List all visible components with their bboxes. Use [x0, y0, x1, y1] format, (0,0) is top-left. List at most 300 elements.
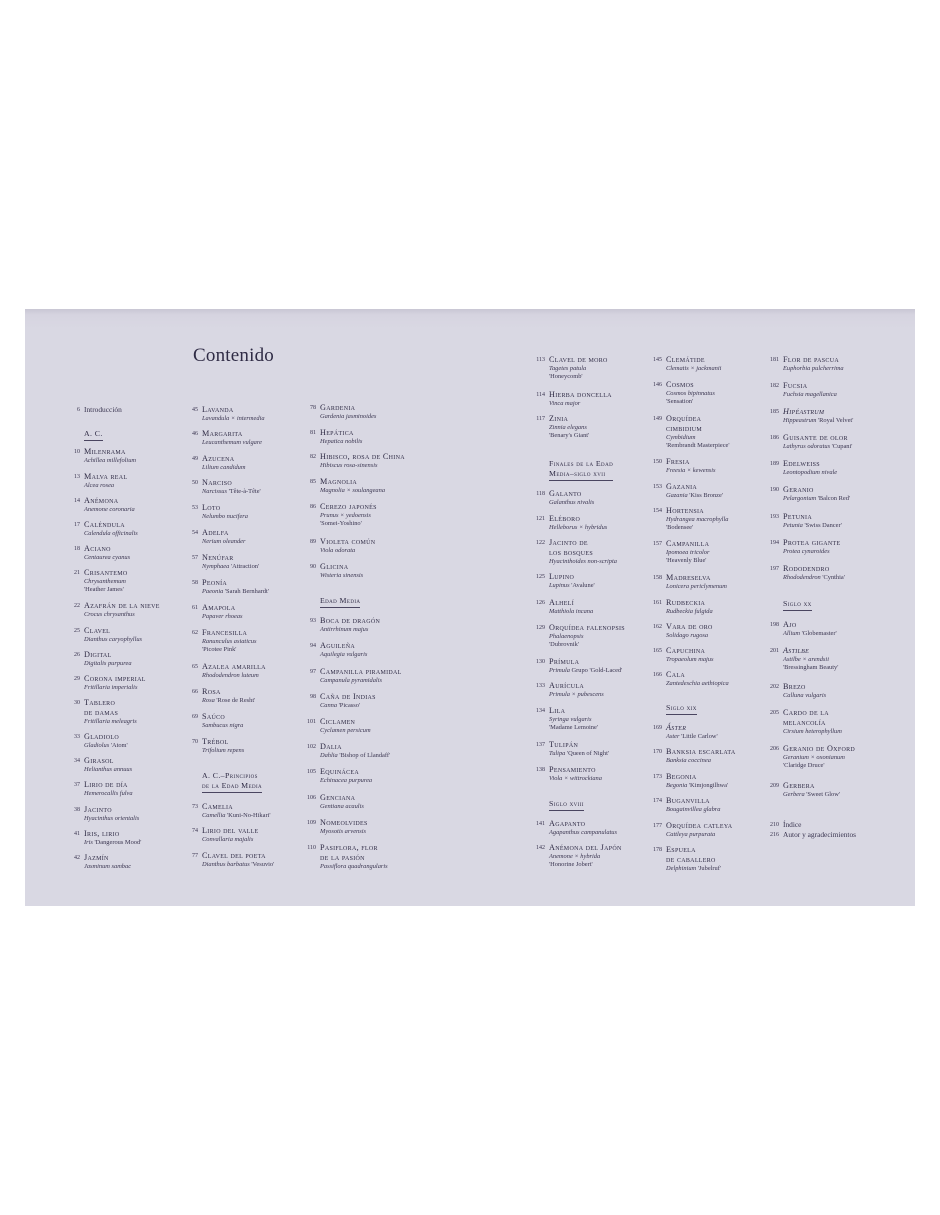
entry-title: Hibisco, rosa de China — [320, 452, 405, 461]
entry-subtitle: 'Sensation' — [666, 398, 694, 406]
entry-title: Índice — [783, 820, 802, 829]
entry-subtitle: Calluna vulgaris — [783, 692, 827, 699]
entry-subtitle: Syringa vulgaris — [549, 716, 592, 723]
entry-title: Orquídea cimbidium — [666, 414, 703, 433]
page-number: 74 — [192, 828, 198, 834]
entry-title: Digital — [84, 650, 112, 659]
entry-title: Astilbe — [783, 646, 810, 655]
entry-subtitle: Ipomoea tricolor — [666, 549, 710, 556]
entry-title: Lila — [549, 706, 566, 715]
entry-subtitle: Pelargonium 'Balcon Red' — [783, 495, 851, 502]
toc-entry — [770, 646, 933, 673]
entry-subtitle: Tulipa 'Queen of Night' — [549, 750, 609, 757]
entry-subtitle: Iris 'Dangerous Mood' — [84, 839, 142, 846]
entry-subtitle: Magnolia × soulangeana — [320, 487, 386, 494]
entry-subtitle: Gladiolus 'Atom' — [84, 742, 128, 749]
book-spread — [25, 309, 915, 906]
entry-subtitle: Lupinus 'Avalune' — [549, 582, 595, 589]
entry-subtitle: Narcissus 'Tête-à-Tête' — [202, 488, 261, 495]
entry-subtitle: Cattleya purpurata — [666, 831, 716, 838]
entry-subtitle: 'Somei-Yoshino' — [320, 520, 362, 528]
page-number: 137 — [536, 742, 545, 748]
entry-subtitle: Rudbeckia fulgida — [666, 608, 713, 615]
entry-title: Amapola — [202, 603, 236, 612]
entry-title: Azucena — [202, 454, 235, 463]
page-number: 190 — [770, 487, 779, 493]
toc-entry — [310, 502, 470, 529]
page-number: 158 — [653, 575, 662, 581]
page-number: 6 — [77, 407, 80, 413]
entry-title: Lirio de día — [84, 780, 128, 789]
entry-title: Adelfa — [202, 528, 229, 537]
entry-title: Hipéastrum — [783, 407, 825, 416]
entry-title: Gazania — [666, 482, 698, 491]
toc-entry — [310, 562, 470, 580]
entry-subtitle: 'Bressingham Beauty' — [783, 664, 839, 672]
page-number: 122 — [536, 540, 545, 546]
entry-subtitle: 'Heather James' — [84, 586, 124, 594]
entry-subtitle: Lilium candidum — [202, 464, 246, 471]
page-number: 150 — [653, 459, 662, 465]
entry-title: Glicina — [320, 562, 349, 571]
entry-title: Ajo — [783, 620, 797, 629]
entry-subtitle: Geranium × oxonianum — [783, 754, 845, 761]
entry-title: Azafrán de la nieve — [84, 601, 160, 610]
entry-subtitle: Clematis × jackmanii — [666, 365, 722, 372]
entry-subtitle: Anemone × hybrida — [549, 853, 601, 860]
entry-title: Violeta común — [320, 537, 376, 546]
entry-subtitle: Lavandula × intermedia — [202, 415, 265, 422]
entry-title: Aciano — [84, 544, 111, 553]
entry-title: Clavel de moro — [549, 355, 608, 364]
entry-subtitle: Hemerocallis fulva — [84, 790, 133, 797]
page-number: 85 — [310, 479, 316, 485]
page-number: 101 — [307, 719, 316, 725]
entry-subtitle: 'Honorine Jobert' — [549, 861, 593, 869]
toc-entry — [770, 485, 933, 503]
entry-title: Trébol — [202, 737, 229, 746]
entry-title: Girasol — [84, 756, 114, 765]
page-number: 197 — [770, 566, 779, 572]
page-number: 138 — [536, 767, 545, 773]
section-heading: Edad Media — [320, 596, 360, 608]
page-number: 165 — [653, 648, 662, 654]
entry-subtitle: Fuchsia magellanica — [783, 391, 837, 398]
toc-entry — [310, 428, 470, 446]
entry-title: Milenrama — [84, 447, 126, 456]
entry-subtitle: Freesia × kewensis — [666, 467, 716, 474]
entry-title: Ciclamen — [320, 717, 356, 726]
entry-subtitle: Nymphaea 'Attraction' — [202, 563, 260, 570]
entry-title: Agapanto — [549, 819, 586, 828]
entry-title: Madreselva — [666, 573, 711, 582]
entry-subtitle: 'Honeycomb' — [549, 373, 583, 381]
entry-subtitle: Camellia 'Kuni-No-Hikari' — [202, 812, 271, 819]
entry-title: Hepática — [320, 428, 354, 437]
page-number: 206 — [770, 746, 779, 752]
entry-title: Malva real — [84, 472, 128, 481]
page-number: 29 — [74, 676, 80, 682]
page-number: 185 — [770, 409, 779, 415]
entry-title: Protea gigante — [783, 538, 841, 547]
page-number: 90 — [310, 564, 316, 570]
entry-subtitle: Wisteria sinensis — [320, 572, 364, 579]
page-number: 57 — [192, 555, 198, 561]
page-number: 181 — [770, 357, 779, 363]
entry-title: Áster — [666, 723, 687, 732]
entry-title: Geranio de Oxford — [783, 744, 856, 753]
page-number: 142 — [536, 845, 545, 851]
entry-subtitle: Primula Grupo 'Gold-Laced' — [549, 667, 623, 674]
entry-subtitle: Jasminum sambac — [84, 863, 132, 870]
entry-title: Edelweiss — [783, 459, 820, 468]
page-number: 157 — [653, 541, 662, 547]
entry-title: Lirio del valle — [202, 826, 259, 835]
page-number: 62 — [192, 630, 198, 636]
toc-entry — [770, 820, 933, 830]
page-number: 93 — [310, 618, 316, 624]
entry-title: Capuchina — [666, 646, 706, 655]
page-number: 114 — [536, 392, 545, 398]
page-number: 177 — [653, 823, 662, 829]
entry-subtitle: Prunus × yedoensis — [320, 512, 371, 519]
page-number: 102 — [307, 744, 316, 750]
toc-entry — [310, 692, 470, 710]
entry-title: Brezo — [783, 682, 806, 691]
entry-title: Rododendro — [783, 564, 830, 573]
entry-subtitle: Tropaeolum majus — [666, 656, 714, 663]
entry-title: Orquídea falenopsis — [549, 623, 625, 632]
entry-title: Genciana — [320, 793, 356, 802]
toc-entry — [770, 433, 933, 451]
entry-subtitle: Chrysanthemum — [84, 578, 126, 585]
entry-subtitle: Rosa 'Rose de Resht' — [202, 697, 256, 704]
entry-title: Geranio — [783, 485, 814, 494]
entry-subtitle: Myosotis arvensis — [320, 828, 366, 835]
entry-subtitle: Solidago rugosa — [666, 632, 709, 639]
page-number: 97 — [310, 669, 316, 675]
entry-subtitle: Campanula pyramidalis — [320, 677, 382, 684]
page-number: 178 — [653, 847, 662, 853]
entry-title: Cala — [666, 670, 685, 679]
entry-subtitle: Alcea rosea — [84, 482, 115, 489]
entry-title: Nenúfar — [202, 553, 234, 562]
entry-title: Caléndula — [84, 520, 125, 529]
page-number: 53 — [192, 505, 198, 511]
page-number: 94 — [310, 643, 316, 649]
page-number: 113 — [536, 357, 545, 363]
toc-entry — [307, 793, 470, 811]
entry-title: Flor de pascua — [783, 355, 839, 364]
entry-title: Caña de Indias — [320, 692, 376, 701]
toc-entry — [307, 818, 470, 836]
entry-title: Fresia — [666, 457, 690, 466]
page-number: 33 — [74, 734, 80, 740]
page-number: 149 — [653, 416, 662, 422]
entry-subtitle: Dianthus caryophyllus — [84, 636, 143, 643]
entry-subtitle: Vinca major — [549, 400, 581, 407]
entry-subtitle: Allium 'Globemaster' — [783, 630, 837, 637]
toc-entry — [770, 830, 933, 840]
entry-title: Hortensia — [666, 506, 704, 515]
entry-title: Introducción — [84, 405, 122, 414]
entry-subtitle: Aquilegia vulgaris — [320, 651, 368, 658]
page-number: 134 — [536, 708, 545, 714]
section-heading: Siglo xviii — [549, 799, 584, 811]
page-number: 154 — [653, 508, 662, 514]
page-number: 198 — [770, 622, 779, 628]
entry-subtitle: Begonia 'Kimjongilhwa' — [666, 782, 729, 789]
page-number: 61 — [192, 605, 198, 611]
page-number: 14 — [74, 498, 80, 504]
entry-subtitle: Lathyrus odoratus 'Cupani' — [783, 443, 853, 450]
entry-subtitle: Zantedeschia aethiopica — [666, 680, 729, 687]
page-number: 34 — [74, 758, 80, 764]
page-number: 117 — [536, 416, 545, 422]
page-number: 18 — [74, 546, 80, 552]
entry-title: Cardo de la melancolía — [783, 708, 829, 727]
page-number: 109 — [307, 820, 316, 826]
entry-subtitle: Phalaenopsis — [549, 633, 584, 640]
entry-title: Banksia escarlata — [666, 747, 736, 756]
entry-subtitle: Anemone coronaria — [84, 506, 135, 513]
entry-title: Petunia — [783, 512, 812, 521]
entry-subtitle: 'Heavenly Blue' — [666, 557, 707, 565]
entry-subtitle: Nelumbo nucifera — [202, 513, 248, 520]
entry-subtitle: Cosmos bipinnatus — [666, 390, 715, 397]
page-number: 118 — [536, 491, 545, 497]
page-number: 13 — [74, 474, 80, 480]
page-number: 81 — [310, 430, 316, 436]
entry-subtitle: Fritillaria imperialis — [84, 684, 138, 691]
entry-title: Campanilla — [666, 539, 710, 548]
page-number: 145 — [653, 357, 662, 363]
entry-title: Anémona — [84, 496, 119, 505]
entry-subtitle: 'Bodensee' — [666, 524, 694, 532]
page-number: 21 — [74, 570, 80, 576]
entry-title: Fucsia — [783, 381, 808, 390]
toc-entry — [770, 708, 933, 736]
page-number: 202 — [770, 684, 779, 690]
page-number: 22 — [74, 603, 80, 609]
entry-subtitle: Crocus chrysanthus — [84, 611, 135, 618]
entry-title: Francesilla — [202, 628, 248, 637]
entry-subtitle: Delphinium 'Jubelruf' — [666, 865, 722, 872]
page-number: 210 — [770, 822, 779, 828]
page-number: 110 — [307, 845, 316, 851]
entry-subtitle: Echinacea purpurea — [320, 777, 373, 784]
entry-title: Begonia — [666, 772, 697, 781]
page-number: 50 — [192, 480, 198, 486]
entry-subtitle: Antirrhinum majus — [320, 626, 369, 633]
entry-title: Galanto — [549, 489, 582, 498]
page-number: 25 — [74, 628, 80, 634]
page-number: 194 — [770, 540, 779, 546]
entry-subtitle: Hyacinthus orientalis — [84, 815, 140, 822]
entry-subtitle: Cyclamen persicum — [320, 727, 371, 734]
entry-title: Tulipán — [549, 740, 579, 749]
entry-title: Orquídea catleya — [666, 821, 733, 830]
entry-title: Aurícula — [549, 681, 584, 690]
entry-subtitle: Cymbidium — [666, 434, 696, 441]
entry-title: Campanilla piramidal — [320, 667, 402, 676]
entry-title: Jazmín — [84, 853, 109, 862]
entry-title: Corona imperial — [84, 674, 146, 683]
entry-subtitle: Hippeastrum 'Royal Velvet' — [783, 417, 854, 424]
page-number: 30 — [74, 700, 80, 706]
page-number: 189 — [770, 461, 779, 467]
toc-entry — [307, 767, 470, 785]
entry-title: Anémona del Japón — [549, 843, 622, 852]
page-number: 78 — [310, 405, 316, 411]
page-number: 89 — [310, 539, 316, 545]
entry-subtitle: Helleborus × hybridus — [549, 524, 608, 531]
page-number: 105 — [307, 769, 316, 775]
entry-title: Loto — [202, 503, 221, 512]
entry-title: Prímula — [549, 657, 580, 666]
entry-subtitle: Ranunculus asiaticus — [202, 638, 257, 645]
entry-subtitle: Lonicera periclymenum — [666, 583, 727, 590]
page-number: 170 — [653, 749, 662, 755]
toc-entry — [770, 538, 933, 556]
entry-subtitle: Aster 'Little Carlow' — [666, 733, 718, 740]
entry-title: Zinia — [549, 414, 569, 423]
page-number: 121 — [536, 516, 545, 522]
page-number: 216 — [770, 832, 779, 838]
entry-subtitle: Dahlia 'Bishop of Llandaff' — [320, 752, 391, 759]
entry-subtitle: 'Picotee Pink' — [202, 646, 237, 654]
entry-title: Autor y agradecimientos — [783, 830, 857, 839]
entry-title: Tablero de damas — [84, 698, 119, 717]
page-number: 153 — [653, 484, 662, 490]
page-number: 17 — [74, 522, 80, 528]
entry-title: Dalia — [320, 742, 342, 751]
toc-entry — [307, 742, 470, 760]
entry-subtitle: Hyacinthoides non-scripta — [549, 558, 617, 565]
entry-subtitle: Hydrangea macrophylla — [666, 516, 729, 523]
page-number: 86 — [310, 504, 316, 510]
entry-title: Boca de dragón — [320, 616, 381, 625]
toc-entry — [770, 620, 933, 638]
entry-subtitle: Achillea millefolium — [84, 457, 137, 464]
entry-title: Camelia — [202, 802, 233, 811]
page-number: 65 — [192, 664, 198, 670]
page-number: 193 — [770, 514, 779, 520]
entry-title: Gerbera — [783, 781, 815, 790]
entry-title: Vara de oro — [666, 622, 713, 631]
section-heading: A. C.–Principios de la Edad Media — [202, 771, 262, 793]
page-number: 126 — [536, 600, 545, 606]
entry-subtitle: Centaurea cyanus — [84, 554, 131, 561]
entry-subtitle: Petunia 'Swiss Dancer' — [783, 522, 842, 529]
entry-title: Lupino — [549, 572, 575, 581]
page-number: 205 — [770, 710, 779, 716]
page-number: 161 — [653, 600, 662, 606]
entry-subtitle: Convallaria majalis — [202, 836, 254, 843]
entry-subtitle: Leucanthemum vulgare — [202, 439, 262, 446]
entry-title: Peonía — [202, 578, 228, 587]
toc-entry — [770, 381, 933, 399]
entry-title: Jacinto de los bosques — [549, 538, 594, 557]
entry-title: Clavel — [84, 626, 111, 635]
entry-subtitle: Dianthus barbatus 'Vesuvio' — [202, 861, 275, 868]
section-heading: Finales de la Edad Media–siglo xvii — [549, 459, 613, 481]
toc-entry — [770, 682, 933, 700]
page-number: 46 — [192, 431, 198, 437]
entry-title: Clemátide — [666, 355, 705, 364]
entry-title: Rosa — [202, 687, 221, 696]
entry-title: Alhelí — [549, 598, 575, 607]
entry-title: Saúco — [202, 712, 226, 721]
toc-entry — [192, 578, 352, 596]
section-heading: Siglo xx — [783, 599, 812, 611]
page-number: 10 — [74, 449, 80, 455]
toc-entry — [310, 641, 470, 659]
entry-title: Eléboro — [549, 514, 581, 523]
page-number: 209 — [770, 783, 779, 789]
entry-subtitle: Gentiana acaulis — [320, 803, 364, 810]
page-number: 173 — [653, 774, 662, 780]
entry-title: Lavanda — [202, 405, 234, 414]
entry-title: Jacinto — [84, 805, 112, 814]
page-number: 82 — [310, 454, 316, 460]
page-title: Contenido — [193, 345, 274, 366]
page-number: 70 — [192, 739, 198, 745]
entry-subtitle: Agapanthus campanulatus — [549, 829, 617, 836]
page-number: 174 — [653, 798, 662, 804]
page-number: 38 — [74, 807, 80, 813]
toc-entry — [770, 564, 933, 582]
page-number: 186 — [770, 435, 779, 441]
entry-title: Rudbeckia — [666, 598, 706, 607]
page-number: 26 — [74, 652, 80, 658]
entry-title: Crisantemo — [84, 568, 128, 577]
page-number: 37 — [74, 782, 80, 788]
entry-subtitle: Tagetes patula — [549, 365, 587, 372]
entry-subtitle: 'Claridge Druce' — [783, 762, 825, 770]
entry-subtitle: Canna 'Picasso' — [320, 702, 361, 709]
page-number: 182 — [770, 383, 779, 389]
entry-title: Nomeolvides — [320, 818, 368, 827]
page-number: 146 — [653, 382, 662, 388]
entry-title: Magnolia — [320, 477, 358, 486]
page-number: 98 — [310, 694, 316, 700]
entry-subtitle: Viola odorata — [320, 547, 356, 554]
page-number: 77 — [192, 853, 198, 859]
page-number: 129 — [536, 625, 545, 631]
page-number: 49 — [192, 456, 198, 462]
entry-subtitle: Leontopodium nivale — [783, 469, 838, 476]
entry-subtitle: 'Madame Lemoine' — [549, 724, 598, 732]
page-number: 42 — [74, 855, 80, 861]
entry-subtitle: Galanthus nivalis — [549, 499, 595, 506]
entry-title: Gardenia — [320, 403, 356, 412]
section-heading: Siglo xix — [666, 703, 697, 715]
toc-entry — [307, 843, 470, 871]
entry-title: Narciso — [202, 478, 233, 487]
entry-title: Equinácea — [320, 767, 360, 776]
toc-entry — [310, 616, 470, 634]
page-number: 106 — [307, 795, 316, 801]
page-number: 73 — [192, 804, 198, 810]
entry-title: Hierba doncella — [549, 390, 612, 399]
entry-title: Aguileña — [320, 641, 355, 650]
entry-subtitle: Bougainvillea glabra — [666, 806, 721, 813]
entry-subtitle: Viola × wittrockiana — [549, 775, 602, 782]
toc-entry — [307, 717, 470, 735]
entry-title: Gladiolo — [84, 732, 119, 741]
entry-subtitle: Passiflora quadrangularis — [320, 863, 388, 870]
